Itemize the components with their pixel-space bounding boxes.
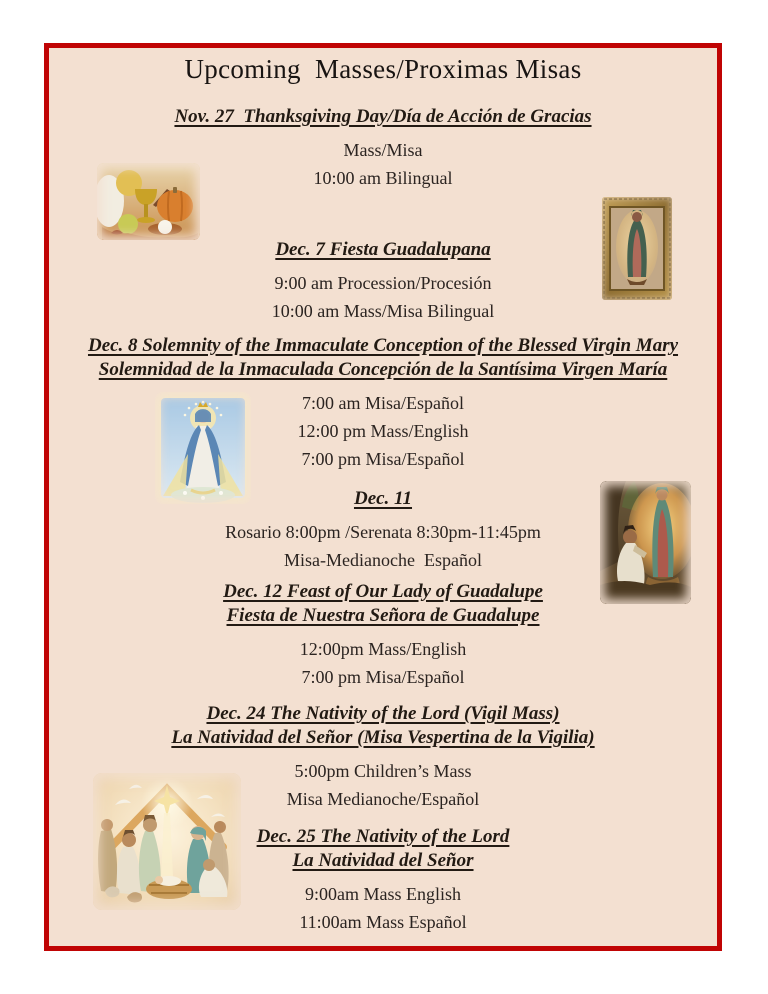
section-heading: Nov. 27 Thanksgiving Day/Día de Acción de Gracias: [174, 106, 592, 127]
section-heading: Dec. 7 Fiesta Guadalupana: [275, 239, 491, 260]
schedule-line: 10:00 am Bilingual: [313, 168, 453, 188]
section-dec-25-nativity: [49, 825, 717, 936]
section-dec-11: [49, 487, 717, 574]
schedule-line: 7:00 am Misa/Español: [302, 393, 464, 413]
schedule-line: 11:00am Mass Español: [299, 912, 467, 932]
section-dec-12-our-lady-of-guadalupe: [49, 580, 717, 691]
section-schedule: [49, 269, 717, 325]
schedule-line: 7:00 pm Misa/Español: [301, 667, 465, 687]
section-dec-24-nativity-vigil: [49, 702, 717, 813]
schedule-line: 10:00 am Mass/Misa Bilingual: [271, 301, 495, 321]
section-schedule: [49, 757, 717, 813]
section-heading: Dec. 8 Solemnity of the Immaculate Conception of the Blessed Virgin Mary Solemnidad de la Inmaculada Concepción de la Santísima Virgen María: [87, 335, 679, 380]
schedule-line: 9:00 am Procession/Procesión: [274, 273, 492, 293]
schedule-line: 12:00pm Mass/English: [299, 639, 467, 659]
schedule-line: 5:00pm Children’s Mass: [294, 761, 472, 781]
page-title: Upcoming Masses/Proximas Misas: [184, 54, 582, 84]
section-schedule: [49, 880, 717, 936]
section-heading: Dec. 11: [353, 488, 413, 509]
section-nov-27-thanksgiving: [49, 105, 717, 192]
flyer-red-border-panel: [44, 43, 722, 951]
schedule-line: Misa Medianoche/Español: [286, 789, 480, 809]
section-dec-8-immaculate-conception: [49, 334, 717, 473]
schedule-line: 7:00 pm Misa/Español: [301, 449, 465, 469]
section-schedule: [49, 635, 717, 691]
schedule-line: Misa-Medianoche Español: [284, 550, 482, 570]
section-heading: Dec. 24 The Nativity of the Lord (Vigil Mass) La Natividad del Señor (Misa Vespertina de la Vigilia): [171, 703, 595, 748]
section-heading: Dec. 12 Feast of Our Lady of Guadalupe Fiesta de Nuestra Señora de Guadalupe: [223, 581, 543, 626]
section-schedule: [49, 136, 717, 192]
schedule-line: Rosario 8:00pm /Serenata 8:30pm-11:45pm: [225, 522, 541, 542]
schedule-line: 12:00 pm Mass/English: [297, 421, 469, 441]
section-schedule: [49, 389, 717, 473]
section-dec-7-fiesta-guadalupana: [49, 238, 717, 325]
schedule-line: Mass/Misa: [343, 140, 423, 160]
schedule-line: 9:00am Mass English: [305, 884, 461, 904]
section-heading: Dec. 25 The Nativity of the Lord La Natividad del Señor: [256, 826, 510, 871]
section-schedule: [49, 518, 717, 574]
